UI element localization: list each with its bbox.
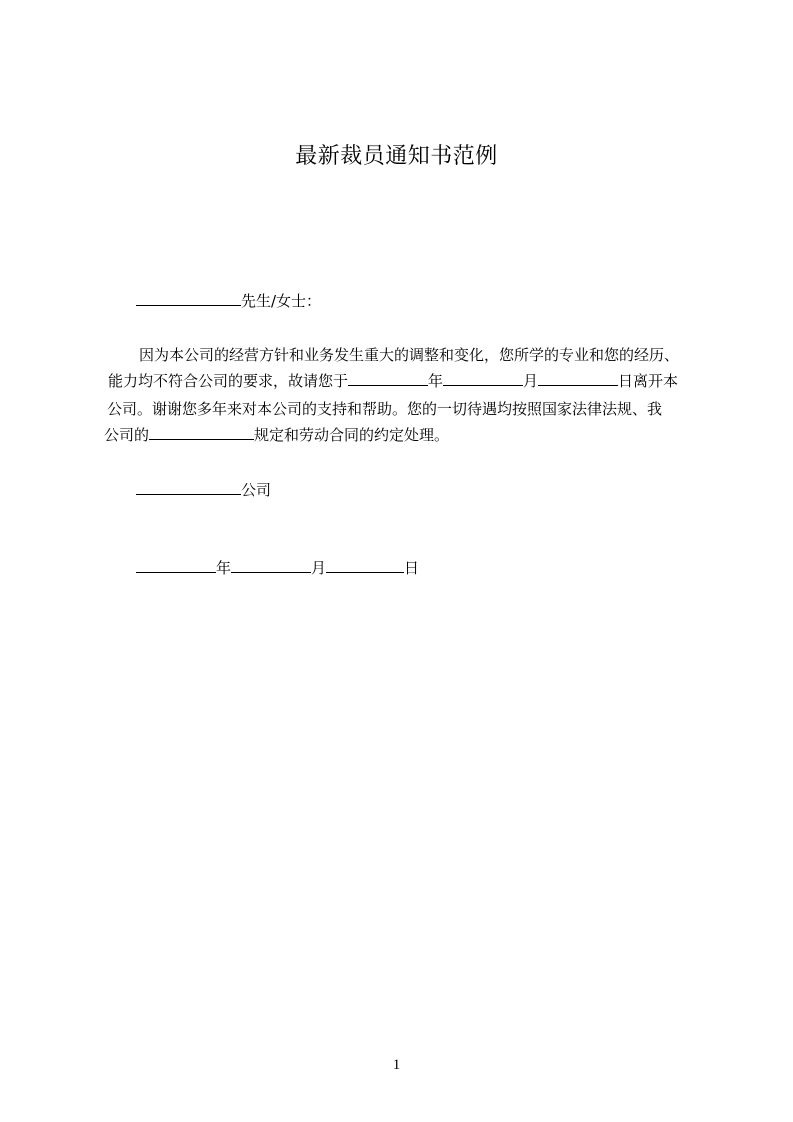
company-name-blank bbox=[136, 480, 241, 495]
body-line-3: 公司。谢谢您多年来对本公司的支持和帮助。您的一切待遇均按照国家法律法规、我 bbox=[107, 400, 663, 418]
company-suffix: 公司 bbox=[241, 481, 272, 499]
leave-day-blank bbox=[538, 371, 618, 386]
body-line-4-prefix: 公司的 bbox=[104, 426, 150, 444]
sign-year-blank bbox=[136, 558, 216, 573]
body-line-1: 因为本公司的经营方针和业务发生重大的调整和变化，您所学的专业和您的经历、 bbox=[139, 346, 680, 364]
leave-year-label: 年 bbox=[428, 372, 444, 390]
leave-month-blank bbox=[443, 371, 523, 386]
sign-day-blank bbox=[326, 558, 404, 573]
page-number: 1 bbox=[392, 1057, 401, 1073]
sign-month-label: 月 bbox=[311, 559, 327, 577]
sign-day-label: 日 bbox=[404, 559, 420, 577]
sign-month-blank bbox=[231, 558, 311, 573]
leave-month-label: 月 bbox=[523, 372, 539, 390]
salutation-line bbox=[136, 291, 321, 311]
company-signature-line bbox=[136, 480, 271, 500]
body-line-2-prefix: 能力均不符合公司的要求，故请您于 bbox=[108, 372, 349, 390]
body-line-2 bbox=[108, 371, 678, 391]
name-blank bbox=[136, 291, 241, 306]
salutation-suffix: 先生/女士： bbox=[241, 292, 322, 310]
body-line-2-suffix: 日离开本 bbox=[618, 372, 679, 390]
leave-year-blank bbox=[348, 371, 428, 386]
body-line-4 bbox=[104, 425, 449, 445]
regulation-blank bbox=[149, 425, 254, 440]
body-line-4-suffix: 规定和劳动合同的约定处理。 bbox=[254, 426, 450, 444]
signature-date-line bbox=[136, 558, 419, 578]
document-title: 最新裁员通知书范例 bbox=[295, 144, 498, 169]
sign-year-label: 年 bbox=[216, 559, 232, 577]
